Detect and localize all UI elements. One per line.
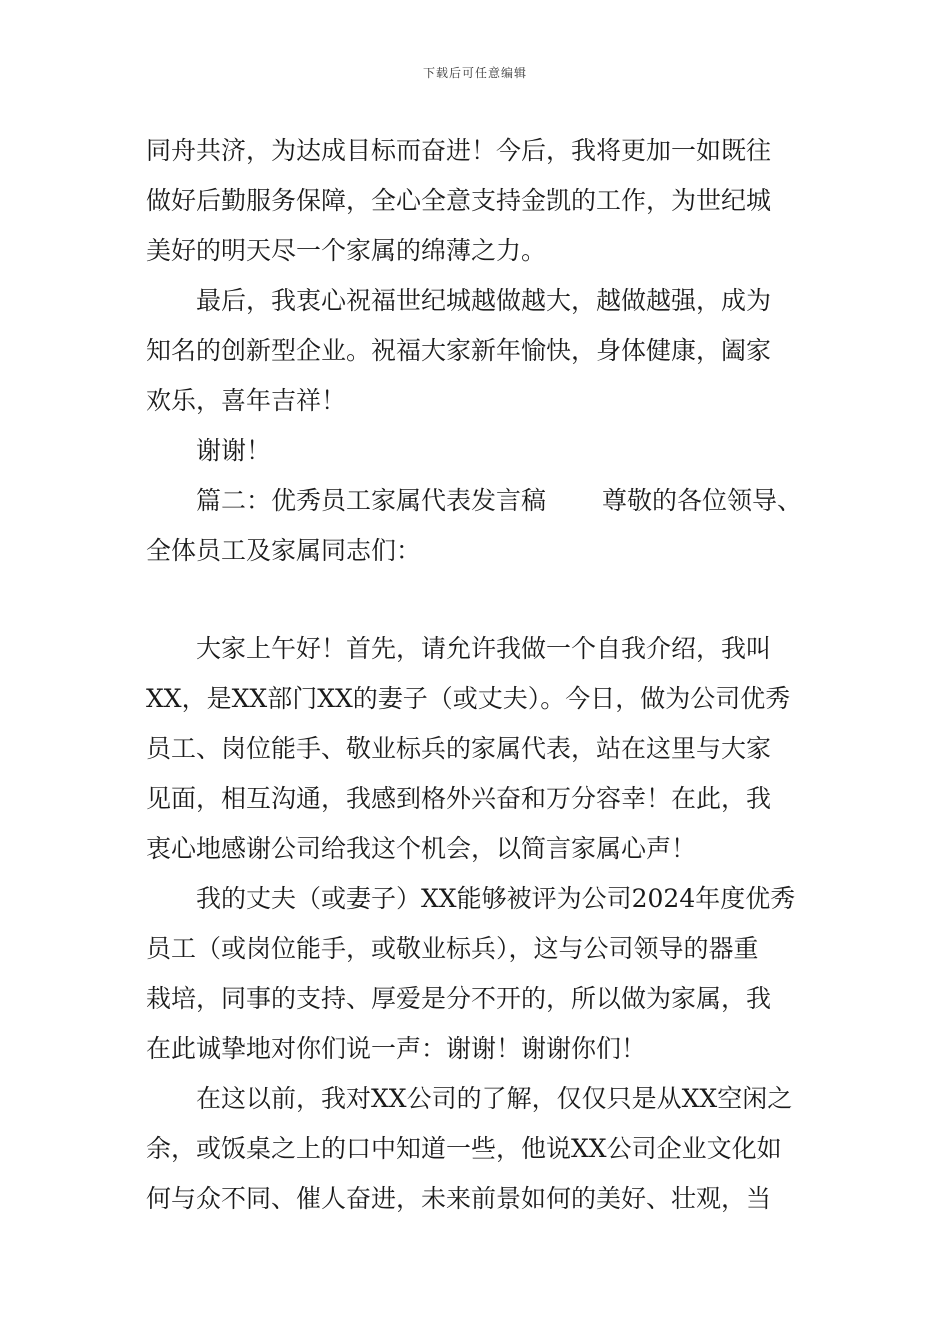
text-line: 谢谢！ bbox=[196, 436, 272, 465]
text-line: 栽培，同事的支持、厚爱是分不开的，所以做为家属，我 bbox=[146, 984, 772, 1013]
text-line: 做好后勤服务保障，全心全意支持金凯的工作，为世纪城 bbox=[146, 186, 772, 215]
salutation-start: 尊敬的各位领导、 bbox=[602, 486, 803, 515]
document-body bbox=[146, 126, 826, 1224]
text-line: 最后，我衷心祝福世纪城越做越大，越做越强，成为 bbox=[196, 286, 772, 315]
section-title: 篇二：优秀员工家属代表发言稿 bbox=[196, 486, 547, 515]
text-line: 知名的创新型企业。祝福大家新年愉快，身体健康，阖家 bbox=[146, 336, 772, 365]
text-line: 员工（或岗位能手，或敬业标兵），这与公司领导的器重 bbox=[146, 934, 759, 963]
text-line: 见面，相互沟通，我感到格外兴奋和万分容幸！在此，我 bbox=[146, 784, 772, 813]
section-title-line bbox=[146, 476, 826, 526]
text-line: 大家上午好！首先，请允许我做一个自我介绍，我叫 bbox=[196, 634, 772, 663]
page-header-note: 下载后可任意编辑 bbox=[422, 66, 527, 80]
text-line: 员工、岗位能手、敬业标兵的家属代表，站在这里与大家 bbox=[146, 734, 772, 763]
text-line: 何与众不同、催人奋进，未来前景如何的美好、壮观，当 bbox=[146, 1184, 772, 1213]
text-line: 全体员工及家属同志们： bbox=[146, 536, 422, 565]
text-line: 在此诚挚地对你们说一声：谢谢！谢谢你们！ bbox=[146, 1034, 647, 1063]
text-line: 欢乐，喜年吉祥！ bbox=[146, 386, 347, 415]
text-line: 在这以前，我对XX公司的了解，仅仅只是从XX空闲之 bbox=[196, 1084, 793, 1113]
text-line: XX，是XX部门XX的妻子（或丈夫）。今日，做为公司优秀 bbox=[146, 684, 791, 713]
text-line: 余，或饭桌之上的口中知道一些，他说XX公司企业文化如 bbox=[146, 1134, 782, 1163]
paragraph-gap bbox=[146, 576, 826, 624]
text-line: 美好的明天尽一个家属的绵薄之力。 bbox=[146, 236, 547, 265]
text-line: 同舟共济，为达成目标而奋进！今后，我将更加一如既往 bbox=[146, 136, 772, 165]
text-line: 衷心地感谢公司给我这个机会，以简言家属心声！ bbox=[146, 834, 697, 863]
text-line: 我的丈夫（或妻子）XX能够被评为公司2024年度优秀 bbox=[196, 884, 796, 913]
